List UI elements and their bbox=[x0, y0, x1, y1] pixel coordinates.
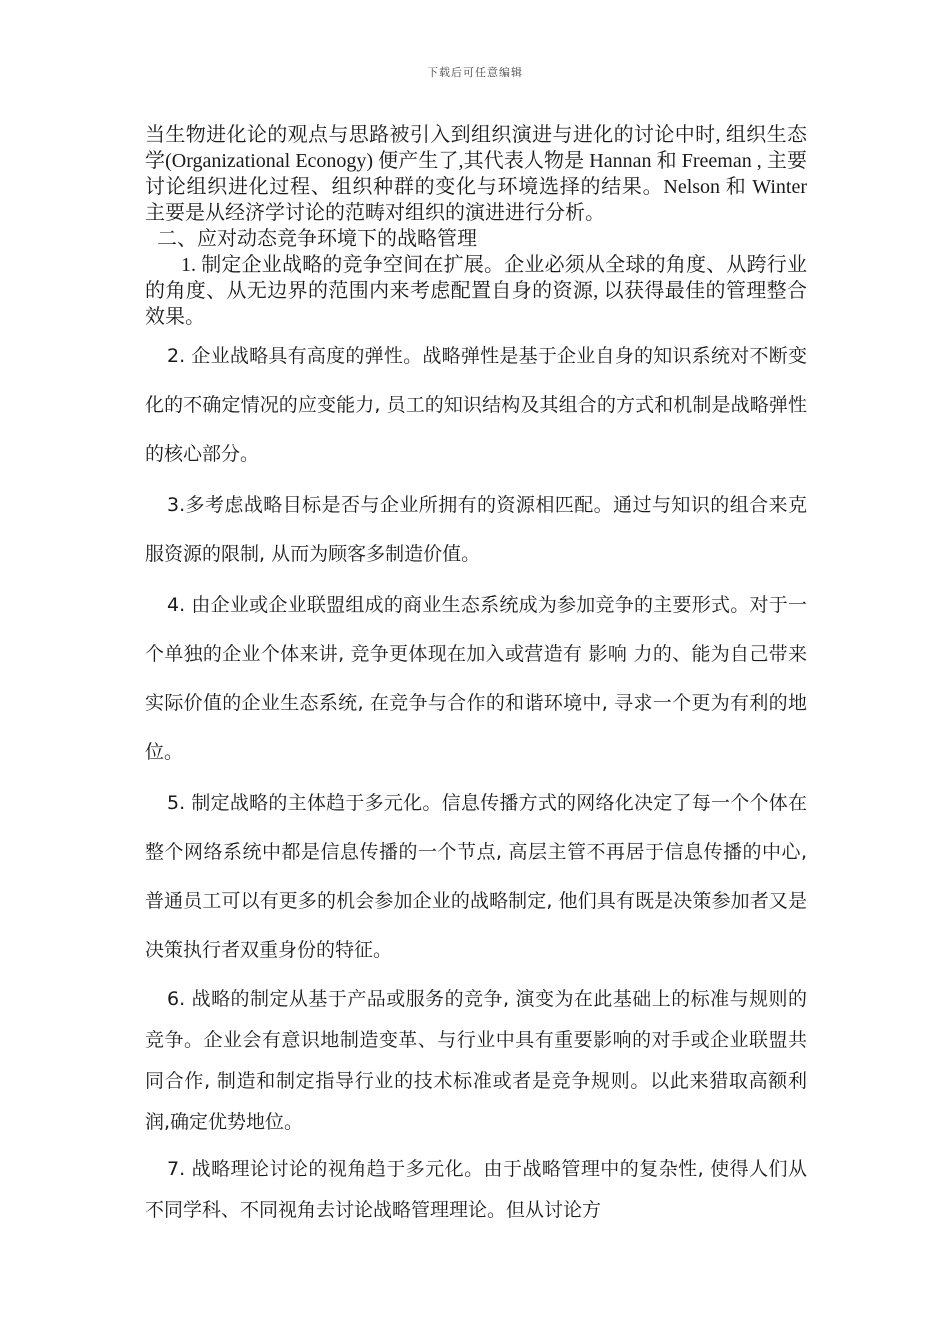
paragraph-item-4: 4. 由企业或企业联盟组成的商业生态系统成为参加竞争的主要形式。对于一个单独的企业个体来讲, 竞争更体现在加入或营造有 影响 力的、能为自己带来实际价值的企业生态系统, 在竞争与合作的和谐环境中, 寻求一个更为有利的地位。 bbox=[145, 594, 807, 763]
paragraph-item-5: 5. 制定战略的主体趋于多元化。信息传播方式的网络化决定了每一个个体在整个网络系统中都是信息传播的一个节点, 高层主管不再居于信息传播的中心, 普通员工可以有更多的机会参加企业的战略制定, 他们具有既是决策参加者又是决策执行者双重身份的特征。 bbox=[145, 792, 807, 961]
intro-paragraph: 当生物进化论的观点与思路被引入到组织演进与进化的讨论中时, 组织生态学(Organizational Econogy) 便产生了,其代表人物是 Hannan 和 Freeman , 主要讨论组织进化过程、组织种群的变化与环境选择的结果。Nelson 和 Winter 主要是从经济学讨论的范畴对组织的演进进行分析。 bbox=[145, 124, 807, 224]
paragraph-item-2: 2. 企业战略具有高度的弹性。战略弹性是基于企业自身的知识系统对不断变化的不确定情况的应变能力, 员工的知识结构及其组合的方式和机制是战略弹性的核心部分。 bbox=[145, 345, 807, 465]
section-heading: 二、应对动态竞争环境下的战略管理 bbox=[157, 228, 477, 250]
paragraph-item-7: 7. 战略理论讨论的视角趋于多元化。由于战略管理中的复杂性, 使得人们从不同学科、不同视角去讨论战略管理理论。但从讨论方 bbox=[145, 1158, 807, 1221]
paragraph-item-3: 3.多考虑战略目标是否与企业所拥有的资源相匹配。通过与知识的组合来克服资源的限制, 从而为顾客多制造价值。 bbox=[145, 494, 807, 565]
paragraph-item-6: 6. 战略的制定从基于产品或服务的竞争, 演变为在此基础上的标准与规则的竞争。企业会有意识地制造变革、与行业中具有重要影响的对手或企业联盟共同合作, 制造和制定指导行业的技术标准或者是竞争规则。以此来猎取高额利润,确定优势地位。 bbox=[145, 988, 807, 1133]
page-header: 下载后可任意编辑 bbox=[427, 66, 523, 79]
paragraph-item-1: 1. 制定企业战略的竞争空间在扩展。企业必须从全球的角度、从跨行业的角度、从无边界的范围内来考虑配置自身的资源, 以获得最佳的管理整合效果。 bbox=[145, 254, 807, 328]
document-body bbox=[145, 122, 807, 1231]
